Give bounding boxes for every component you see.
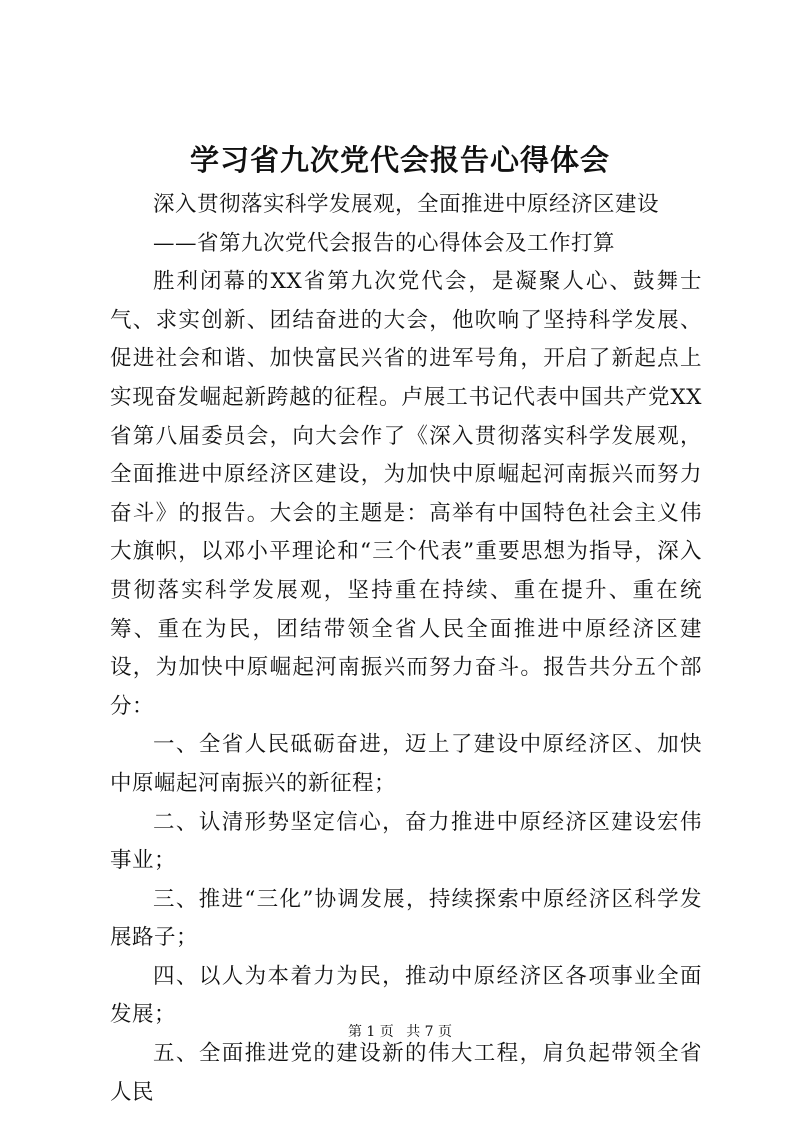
- subtitle-line: ——省第九次党代会报告的心得体会及工作打算: [153, 230, 616, 256]
- list-item-part-2: 二、认清形势坚定信心，奋力推进中原经济区建设宏伟事业；: [110, 809, 702, 874]
- subtitle-line: 深入贯彻落实科学发展观，全面推进中原经济区建设: [153, 192, 660, 217]
- list-item-part-4: 四、以人为本着力为民，推动中原经济区各项事业全面发展；: [110, 963, 702, 1028]
- body-paragraph: 胜利闭幕的XX省第九次党代会，是凝聚人心、鼓舞士气、求实创新、团结奋进的大会，他吹响了坚持科学发展、促进社会和谐、加快富民兴省的进军号角，开启了新起点上实现奋发崛起新跨越的征程。卢展工书记代表中国共产党XX省第八届委员会，向大会作了《深入贯彻落实科学发展观，全面推进中原经济区建设，为加快中原崛起河南振兴而努力奋斗》的报告。大会的主题是：高举有中国特色社会主义伟大旗帜，以邓小平理论和“三个代表”重要思想为指导，深入贯彻落实科学发展观，坚持重在持续、重在提升、重在统筹、重在为民，团结带领全省人民全面推进中原经济区建设，为加快中原崛起河南振兴而努力奋斗。报告共分五个部分：: [110, 269, 702, 719]
- list-item-part-5: 五、全面推进党的建设新的伟大工程，肩负起带领全省人民: [110, 1041, 702, 1105]
- list-item-part-1: 一、全省人民砥砺奋进，迈上了建设中原经济区、加快中原崛起河南振兴的新征程；: [110, 732, 702, 796]
- page-total: 共 7 页: [406, 1024, 453, 1040]
- list-item-part-3: 三、推进“三化”协调发展，持续探索中原经济区科学发展路子；: [110, 886, 702, 951]
- page-footer: [0, 1022, 800, 1042]
- document-title: 学习省九次党代会报告心得体会: [189, 143, 610, 177]
- page-number: 第 1 页: [347, 1024, 394, 1040]
- document-body: [110, 186, 702, 1112]
